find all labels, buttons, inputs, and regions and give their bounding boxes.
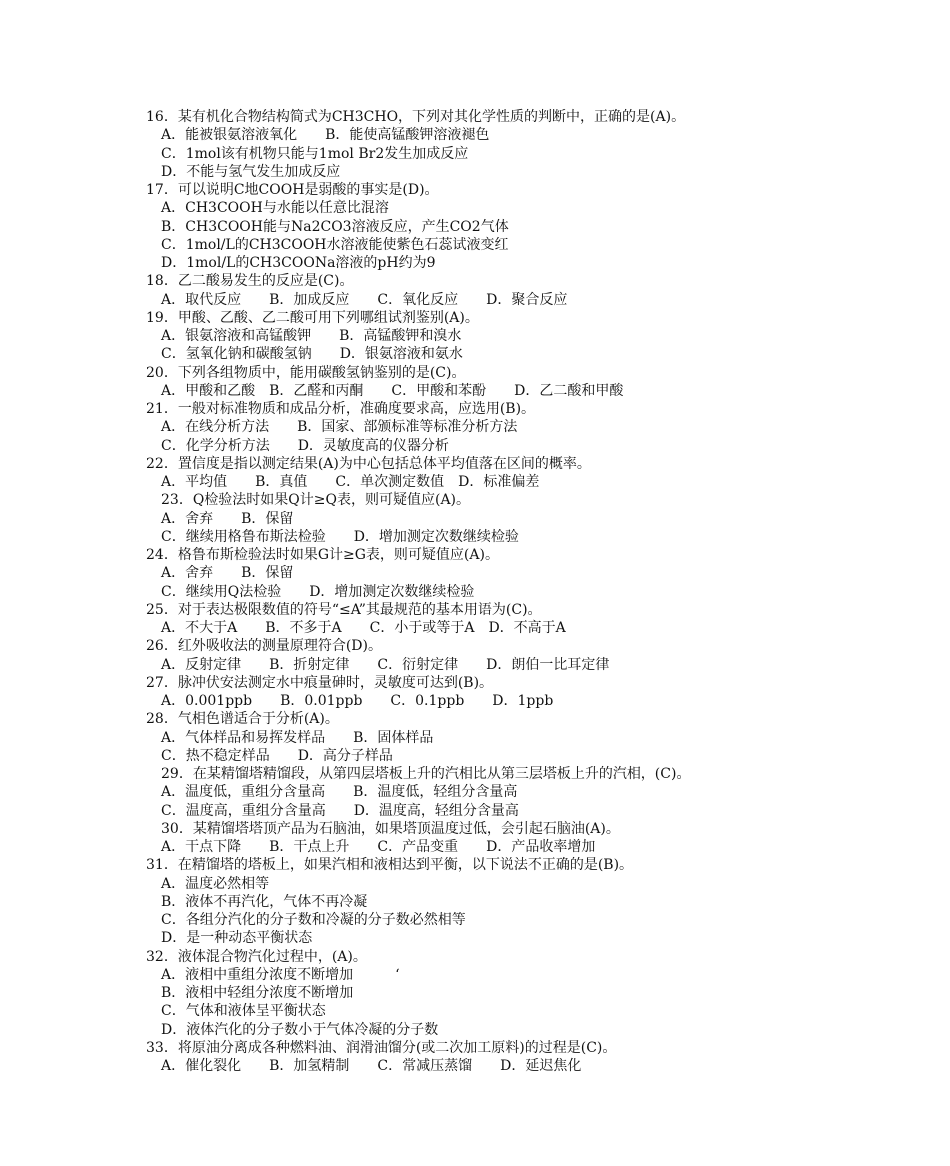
answer-option-line: C．1mol/L的CH3COOH水溶液能使紫色石蕊试液变红 — [161, 236, 509, 253]
answer-option-line: C．氢氧化钠和碳酸氢钠 D．银氨溶液和氨水 — [161, 346, 463, 363]
answer-option-line: A．干点下降 B．干点上升 C．产品变重 D．产品收率增加 — [161, 839, 596, 855]
answer-option-line: A．不大于A B．不多于A C．小于或等于A D．不高于A — [161, 620, 566, 636]
answer-option-line: A．气体样品和易挥发样品 B．固体样品 — [161, 729, 434, 746]
answer-option-line: A．银氨溶液和高锰酸钾 B．高锰酸钾和溴水 — [161, 328, 462, 344]
question-line: 18．乙二酸易发生的反应是(C)。 — [146, 273, 354, 290]
question-line: 21．一般对标准物质和成品分析，准确度要求高，应选用(B)。 — [146, 401, 536, 417]
answer-option-line: A．液相中重组分浓度不断增加 ‘ — [161, 966, 400, 983]
answer-option-line: C．1mol该有机物只能与1mol Br2发生加成反应 — [161, 145, 469, 162]
answer-option-line: D．液体汽化的分子数小于气体冷凝的分子数 — [161, 1021, 439, 1038]
answer-option-line: A．能被银氨溶液氧化 B．能使高锰酸钾溶液褪色 — [161, 127, 490, 144]
question-line: 29．在某精馏塔精馏段，从第四层塔板上升的汽相比从第三层塔板上升的汽相，(C)。 — [161, 766, 691, 782]
answer-option-line: C．继续用Q法检验 D．增加测定次数继续检验 — [161, 583, 475, 600]
question-line: 17．可以说明C地COOH是弱酸的事实是(D)。 — [146, 182, 439, 198]
answer-option-line: A．CH3COOH与水能以任意比混溶 — [161, 200, 389, 217]
question-line: 33．将原油分离成各种燃料油、润滑油馏分(或二次加工原料)的过程是(C)。 — [146, 1039, 617, 1056]
answer-option-line: D．是一种动态平衡状态 — [161, 930, 313, 947]
answer-option-line: C．各组分汽化的分子数和冷凝的分子数必然相等 — [161, 912, 466, 928]
question-line: 23．Q检验法时如果Q计≥Q表，则可疑值应(A)。 — [161, 492, 471, 509]
document-page — [146, 108, 936, 1075]
question-line: 22．置信度是指以测定结果(A)为中心包括总体平均值落在区间的概率。 — [146, 455, 591, 472]
question-line: 28．气相色谱适合于分析(A)。 — [146, 711, 339, 728]
answer-option-line: C．化学分析方法 D．灵敏度高的仪器分析 — [161, 437, 449, 454]
question-line: 32．液体混合物汽化过程中，(A)。 — [146, 948, 367, 965]
answer-option-line: B．液体不再汽化，气体不再冷凝 — [161, 893, 368, 910]
answer-option-line: D．不能与氢气发生加成反应 — [161, 163, 341, 180]
question-line: 16．某有机化合物结构简式为CH3CHO，下列对其化学性质的判断中，正确的是(A)。 — [146, 109, 686, 125]
answer-option-line: D．1mol/L的CH3COONa溶液的pH约为9 — [161, 255, 436, 271]
answer-option-line: A．温度低，重组分含量高 B．温度低，轻组分含量高 — [161, 784, 518, 801]
answer-option-line: A．温度必然相等 — [161, 875, 270, 892]
question-line: 20．下列各组物质中，能用碳酸氢钠鉴别的是(C)。 — [146, 364, 466, 381]
answer-option-line: C．继续用格鲁布斯法检验 D．增加测定次数继续检验 — [161, 528, 519, 545]
answer-option-line: C．气体和液体呈平衡状态 — [161, 1003, 326, 1020]
answer-option-line: A．催化裂化 B．加氢精制 C．常减压蒸馏 D．延迟焦化 — [161, 1058, 582, 1074]
answer-option-line: A．反射定律 B．折射定律 C．衍射定律 D．朗伯一比耳定律 — [161, 656, 610, 673]
answer-option-line: A．甲酸和乙酸 B．乙醛和丙酮 C．甲酸和苯酚 D．乙二酸和甲酸 — [161, 382, 624, 399]
answer-option-line: A．舍弃 B．保留 — [161, 565, 294, 582]
answer-option-line: A．取代反应 B．加成反应 C．氧化反应 D．聚合反应 — [161, 291, 568, 308]
question-line: 27．脉冲伏安法测定水中痕量砷时，灵敏度可达到(B)。 — [146, 674, 494, 691]
question-line: 24．格鲁布斯检验法时如果G计≥G表，则可疑值应(A)。 — [146, 547, 499, 563]
answer-option-line: A．舍弃 B．保留 — [161, 510, 294, 527]
answer-option-line: C．温度高，重组分含量高 D．温度高，轻组分含量高 — [161, 802, 519, 819]
answer-option-line: B．CH3COOH能与Na2CO3溶液反应，产生CO2气体 — [161, 218, 509, 235]
question-line: 26．红外吸收法的测量原理符合(D)。 — [146, 638, 382, 655]
question-line: 19．甲酸、乙酸、乙二酸可用下列哪组试剂鉴别(A)。 — [146, 309, 479, 326]
question-line: 31．在精馏塔的塔板上，如果汽相和液相达到平衡，以下说法不正确的是(B)。 — [146, 857, 634, 874]
answer-option-line: A．平均值 B．真值 C．单次测定数值 D．标准偏差 — [161, 474, 540, 490]
question-line: 30．某精馏塔塔顶产品为石脑油，如果塔顶温度过低，会引起石脑油(A)。 — [161, 820, 620, 837]
answer-option-line: B．液相中轻组分浓度不断增加 — [161, 985, 354, 1001]
question-line: 25．对于表达极限数值的符号“≤A”其最规范的基本用语为(C)。 — [146, 601, 542, 618]
answer-option-line: A．在线分析方法 B．国家、部颁标准等标准分析方法 — [161, 419, 518, 436]
answer-option-line: C．热不稳定样品 D．高分子样品 — [161, 747, 393, 764]
answer-option-line: A．0.001ppb B．0.01ppb C．0.1ppb D．1ppb — [161, 693, 554, 709]
